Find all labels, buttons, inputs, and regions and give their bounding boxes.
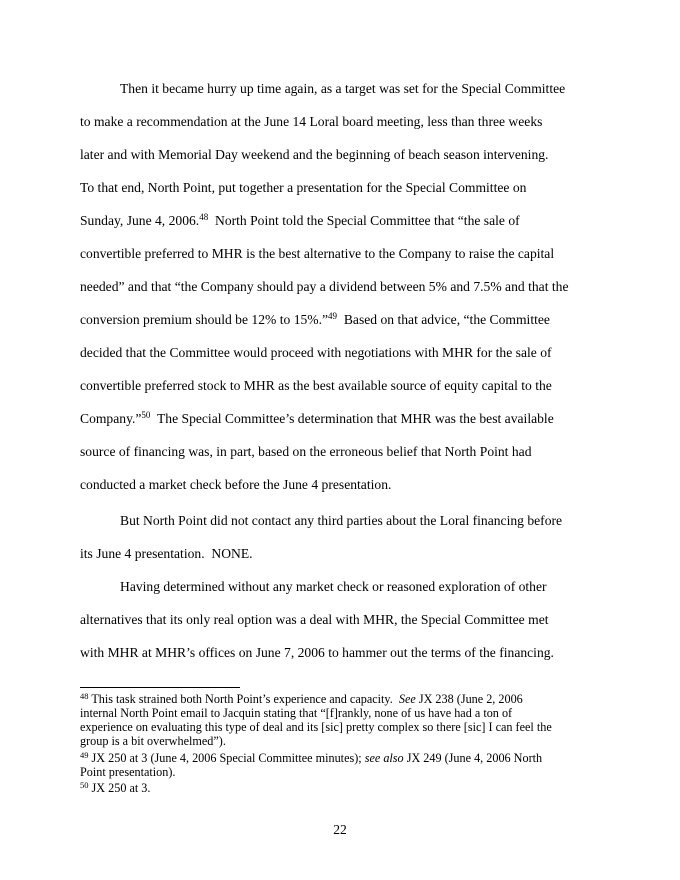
footnote-ref-49[interactable]: 49 [328, 311, 338, 321]
footnote-text: JX 249 (June 4, 2006 North [403, 751, 543, 765]
footnote-text: JX 250 at 3 (June 4, 2006 Special Committee minutes); [88, 751, 365, 765]
body-line [80, 345, 620, 361]
body-line [80, 645, 620, 661]
footnote-signal: see also [364, 751, 404, 765]
body-line [80, 444, 620, 460]
footnote-text: group is a bit overwhelmed”). [80, 734, 226, 748]
footnote-text: This task strained both North Point’s experience and capacity. [88, 692, 399, 706]
body-text: convertible preferred to MHR is the best alternative to the Company to raise the capital [80, 246, 555, 261]
body-line [80, 612, 620, 628]
footnote-48 [80, 693, 610, 706]
footnote-separator [80, 687, 240, 688]
body-line [80, 213, 620, 229]
body-line [80, 546, 620, 562]
body-text: Then it became hurry up time again, as a target was set for the Special Committee [120, 81, 566, 96]
footnote-text: experience on evaluating this type of deal and its [sic] pretty complex so there [sic] I can feel the [80, 720, 552, 734]
body-text: Sunday, June 4, 2006. [80, 213, 200, 228]
body-line [120, 513, 660, 529]
body-text: conducted a market check before the June 4 presentation. [80, 477, 392, 492]
body-text: But North Point did not contact any third parties about the Loral financing before [120, 513, 563, 528]
footnote-ref-50[interactable]: 50 [141, 410, 151, 420]
body-text: its June 4 presentation. NONE. [80, 546, 253, 561]
page-number: 22 [333, 822, 347, 837]
footnote-number: 48 [80, 691, 89, 701]
body-text: North Point told the Special Committee that “the sale of [208, 213, 520, 228]
footnote-line [80, 707, 610, 720]
body-line [120, 579, 660, 595]
body-text: decided that the Committee would proceed with negotiations with MHR for the sale of [80, 345, 552, 360]
body-text: Having determined without any market check or reasoned exploration of other [120, 579, 547, 594]
body-text: To that end, North Point, put together a presentation for the Special Committee on [80, 180, 527, 195]
footnote-text: JX 250 at 3. [88, 781, 151, 795]
footnote-line [80, 735, 610, 748]
body-line [80, 279, 620, 295]
footnote-number: 50 [80, 780, 89, 790]
footnote-line [80, 766, 610, 779]
body-line [120, 81, 660, 97]
body-text: conversion premium should be 12% to 15%.” [80, 312, 329, 327]
footnote-text: JX 238 (June 2, 2006 [415, 692, 523, 706]
body-text: to make a recommendation at the June 14 Loral board meeting, less than three weeks [80, 114, 543, 129]
body-text: with MHR at MHR’s offices on June 7, 2006 to hammer out the terms of the financing. [80, 645, 554, 660]
footnote-signal: See [398, 692, 416, 706]
body-text: later and with Memorial Day weekend and the beginning of beach season intervening. [80, 147, 549, 162]
body-text: convertible preferred stock to MHR as the best available source of equity capital to the [80, 378, 552, 393]
footnote-50 [80, 782, 610, 795]
footnote-49 [80, 752, 610, 765]
body-text: The Special Committee’s determination that MHR was the best available [150, 411, 554, 426]
body-line [80, 147, 620, 163]
body-text: Based on that advice, “the Committee [337, 312, 550, 327]
body-line [80, 114, 620, 130]
footnote-line [80, 721, 610, 734]
body-line [80, 180, 620, 196]
footnote-ref-48[interactable]: 48 [199, 212, 209, 222]
body-line [80, 378, 620, 394]
footnote-text: Point presentation). [80, 765, 176, 779]
footnote-text: internal North Point email to Jacquin stating that “[f]rankly, none of us have had a ton of [80, 706, 513, 720]
body-line [80, 312, 620, 328]
body-line [80, 411, 620, 427]
body-line [80, 477, 620, 493]
body-text: Company.” [80, 411, 142, 426]
body-text: alternatives that its only real option was a deal with MHR, the Special Committee met [80, 612, 549, 627]
body-text: needed” and that “the Company should pay a dividend between 5% and 7.5% and that the [80, 279, 569, 294]
body-line [80, 246, 620, 262]
footnote-number: 49 [80, 750, 89, 760]
body-text: source of financing was, in part, based on the erroneous belief that North Point had [80, 444, 532, 459]
